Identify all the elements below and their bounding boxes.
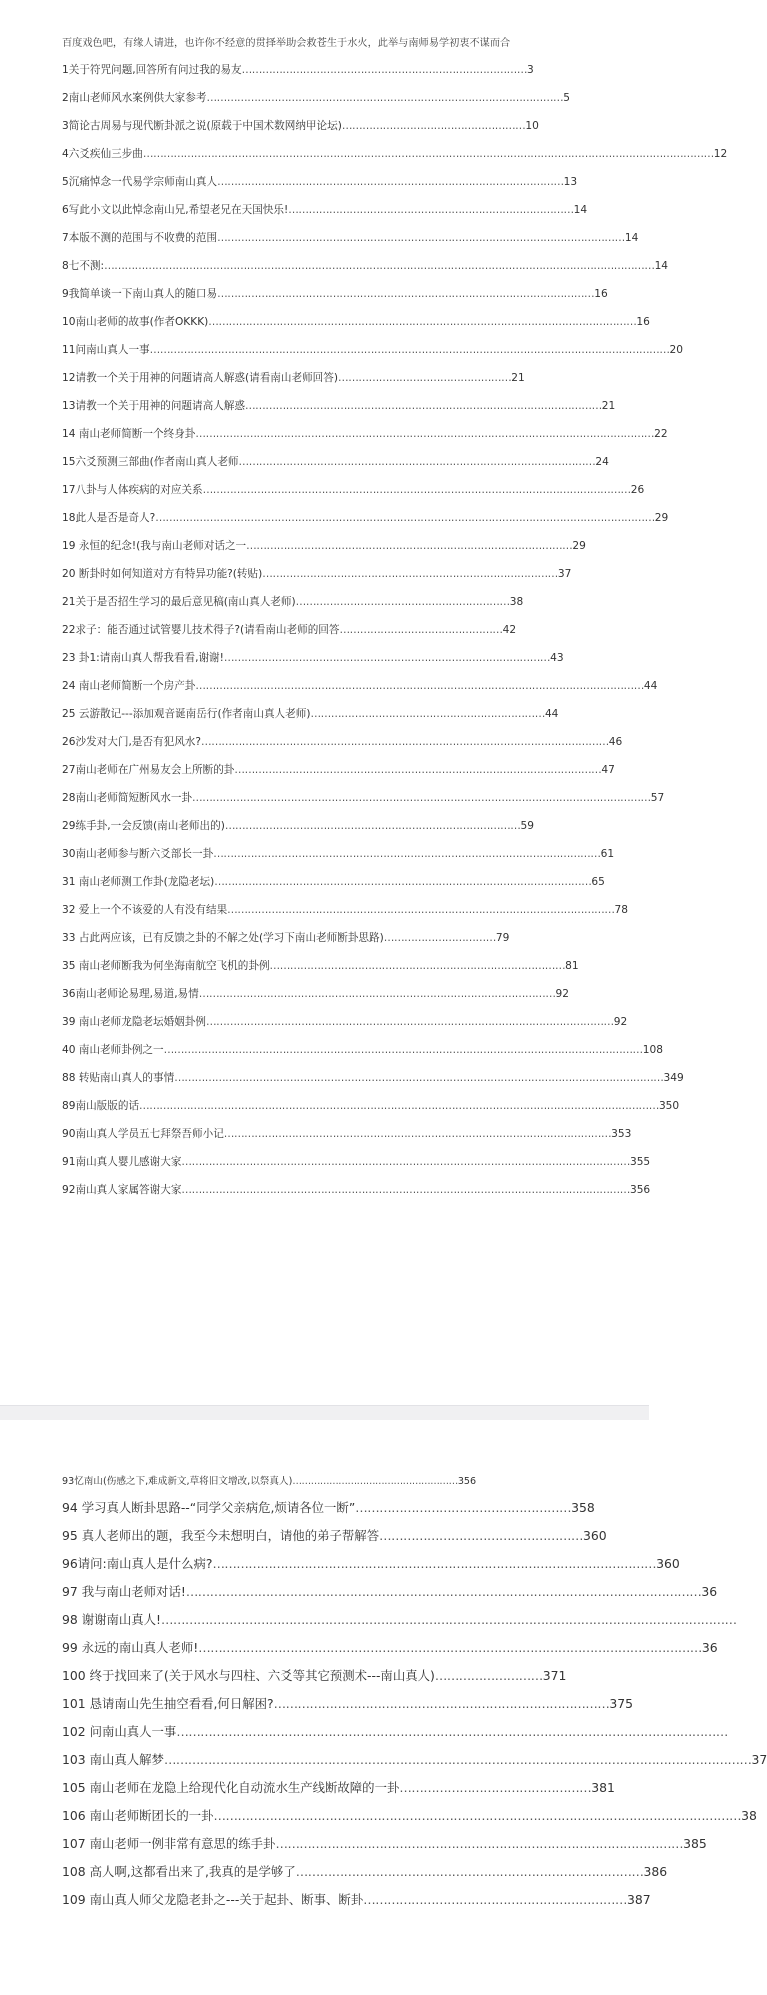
toc-entry-page-number: 59 (520, 820, 534, 832)
toc-entry-title: 2南山老师风水案例供大家参考 (62, 92, 207, 104)
toc-entry[interactable] (62, 280, 649, 308)
toc-entry-page-number: 78 (614, 904, 629, 916)
toc-entry-page-number: 355 (629, 1156, 651, 1168)
toc-entry-page-number: 375 (609, 1696, 633, 1711)
toc-entry-page-number: 24 (595, 456, 609, 468)
toc-entry-leader-dots: …………………………… (383, 932, 496, 944)
toc-entry-leader-dots: ……………………………………………………………………………………………………………… (202, 484, 631, 496)
toc-entry-leader-dots: …………………………………………………………………………………………………………………… (195, 680, 644, 692)
toc-entry[interactable] (62, 420, 668, 448)
toc-entry[interactable] (62, 1176, 649, 1204)
toc-entry[interactable] (62, 336, 684, 364)
toc-entry-title: 30南山老师参与断六爻部长一卦 (62, 848, 214, 860)
toc-entry-title: 99 永远的南山真人老师! (62, 1640, 199, 1655)
toc-entry-page-number: 350 (658, 1100, 680, 1112)
toc-list-page-1 (62, 56, 728, 1204)
toc-entry-leader-dots: …………………………………………………………………………… (269, 960, 566, 972)
toc-entry[interactable] (62, 1522, 649, 1550)
toc-entry-title: 19 永恒的纪念!(我与南山老师对话之一 (62, 540, 247, 552)
toc-entry[interactable] (62, 224, 649, 252)
toc-entry-title: 31 南山老师测工作卦(龙隐老坛) (62, 876, 215, 888)
toc-entry-page-number: 21 (511, 372, 525, 384)
toc-entry-page-number: 381 (591, 1780, 615, 1795)
toc-entry[interactable] (62, 952, 649, 980)
toc-entry-leader-dots: …………………………………………………………………………………………………… (213, 848, 601, 860)
toc-entry-title: 33 占此两应该，已有反馈之卦的不解之处(学习下南山老师断卦思路) (62, 932, 384, 944)
toc-entry-title: 106 南山老师断团长的一卦 (62, 1808, 214, 1823)
toc-entry[interactable] (62, 1606, 737, 1634)
toc-entry-page-number: 37 (751, 1752, 767, 1767)
toc-entry-page-number: 356 (457, 1476, 477, 1487)
toc-entry[interactable] (62, 1858, 668, 1886)
toc-entry-leader-dots: ……………………………………………………………………………………………………………………… (192, 792, 651, 804)
toc-entry-title: 108 高人啊,这都看出来了,我真的是学够了 (62, 1864, 296, 1879)
toc-entry-title: 5沉痛悼念一代易学宗师南山真人 (62, 176, 218, 188)
toc-entry-page-number: 360 (656, 1556, 680, 1571)
toc-entry-page-number: 16 (636, 316, 650, 328)
toc-entry-leader-dots: ………………………………………………………………………………………………… (212, 1556, 657, 1571)
toc-entry-leader-dots: ……………………………………………………… (295, 596, 510, 608)
toc-entry-page-number: 353 (611, 1128, 632, 1140)
toc-entry-page-number: 57 (650, 792, 665, 804)
toc-entry-leader-dots: ……………………………………………………………………………………………………………………………………… (149, 344, 670, 356)
toc-entry-title: 96请问:南山真人是什么病? (62, 1556, 213, 1571)
toc-entry-title: 26沙发对大门,是否有犯风水? (62, 736, 202, 748)
toc-entry[interactable] (62, 840, 649, 868)
toc-entry-title: 15六爻预测三部曲(作者南山真人老师 (62, 456, 239, 468)
toc-entry-leader-dots: ……………………………………………………………………………………………………………………… (195, 428, 655, 440)
toc-entry-leader-dots: ……………………… (434, 1668, 543, 1683)
toc-entry-title: 21关于是否招生学习的最后意见稿(南山真人老师) (62, 596, 296, 608)
toc-entry-leader-dots: ……………………………………………………………………………………………………………………………………………… (104, 260, 655, 272)
toc-entry[interactable] (62, 784, 665, 812)
toc-entry[interactable] (62, 1036, 663, 1064)
toc-entry-title: 25 云游散记---添加观音诞南岳行(作者南山真人老师) (62, 708, 311, 720)
toc-entry[interactable] (62, 196, 649, 224)
toc-entry-page-number: 20 (669, 344, 684, 356)
toc-entry-title: 39 南山老师龙隐老坛婚姻卦例 (62, 1016, 206, 1028)
toc-entry[interactable] (62, 1470, 649, 1494)
toc-entry-page-number: 43 (550, 652, 564, 664)
toc-entry-page-number: 29 (572, 540, 586, 552)
toc-entry-page-number: 108 (642, 1044, 663, 1056)
toc-entry-page-number: 26 (630, 484, 645, 496)
toc-entry-leader-dots: ………………………………………………………………………………………………………… (201, 736, 609, 748)
toc-entry[interactable] (62, 1830, 707, 1858)
toc-entry-leader-dots: ………………………………………………………………………………………… (275, 1836, 684, 1851)
toc-entry-title: 29练手卦,一会反馈(南山老师出的) (62, 820, 225, 832)
toc-entry-title: 3简论古周易与现代断卦派之说(原载于中国术数网纳甲论坛) (62, 120, 342, 132)
toc-entry-leader-dots: ………………………………………………………………………… (273, 1696, 610, 1711)
toc-entry-title: 103 南山真人解梦 (62, 1752, 164, 1767)
toc-entry[interactable] (62, 812, 649, 840)
toc-entry-page-number: 92 (555, 988, 570, 1000)
toc-entry[interactable] (62, 392, 649, 420)
toc-entry-page-number: 29 (654, 512, 669, 524)
toc-entry-page-number: 21 (601, 400, 616, 412)
toc-entry-leader-dots: ……………………………………………… (292, 1476, 458, 1487)
toc-entry-title: 98 谢谢南山真人! (62, 1612, 162, 1627)
toc-entry-title: 107 南山老师一例非常有意思的练手卦 (62, 1836, 276, 1851)
toc-entry-title: 17八卦与人体疾病的对应关系 (62, 484, 203, 496)
toc-entry[interactable] (62, 504, 669, 532)
toc-entry-page-number: 14 (573, 204, 588, 216)
toc-entry-title: 90南山真人学员五七拜祭吾师小记 (62, 1128, 224, 1140)
toc-entry[interactable] (62, 560, 649, 588)
intro-text: 百度戏色吧，有缘人请进，也许你不经意的贯择举助会救苍生于水火，此举与南师易学初衷不谋而合 (62, 38, 511, 49)
toc-entry-leader-dots: ……………………………………………… (341, 120, 526, 132)
toc-entry[interactable] (62, 1662, 649, 1690)
toc-entry-title: 7本版不测的范围与不收费的范围 (62, 232, 218, 244)
toc-entry-page-number: 371 (542, 1668, 567, 1683)
toc-entry[interactable] (62, 896, 649, 924)
toc-entry[interactable] (62, 1064, 684, 1092)
toc-entry-page-number: 387 (627, 1892, 651, 1907)
toc-entry-page-number: 36 (701, 1640, 718, 1655)
toc-entry-title: 36南山老师论易理,易道,易情 (62, 988, 199, 1000)
toc-entry-leader-dots: ……………………………………………………………………………………………………………………………… (174, 1072, 664, 1084)
toc-entry[interactable] (62, 168, 649, 196)
toc-entry[interactable] (62, 1718, 728, 1746)
toc-entry-title: 6写此小文以此悼念南山兄,希望老兄在天国快乐! (62, 204, 289, 216)
toc-entry[interactable] (62, 1802, 757, 1830)
toc-entry-page-number: 44 (643, 680, 658, 692)
toc-entry-title: 35 南山老师断我为何坐海南航空飞机的卦例 (62, 960, 270, 972)
toc-entry[interactable] (62, 1886, 649, 1914)
toc-entry-leader-dots: …………………………………………………………………………… (224, 820, 521, 832)
toc-entry-leader-dots: ………………………………………… (339, 624, 503, 636)
toc-entry[interactable] (62, 1092, 680, 1120)
toc-entry[interactable] (62, 140, 728, 168)
toc-entry-leader-dots: …………………………………………… (379, 1528, 583, 1543)
toc-entry-leader-dots: …………………………………………………………………………………………… (238, 456, 596, 468)
toc-entry-page-number: 16 (594, 288, 608, 300)
toc-entry-title: 4六爻疾仙三步曲 (62, 148, 143, 160)
toc-entry-leader-dots: …………………………………………………………………………………………… (198, 988, 556, 1000)
toc-entry-title: 32 爱上一个不该爱的人有没有结果 (62, 904, 228, 916)
toc-entry-leader-dots: …………………………………………………………………………………… (223, 652, 551, 664)
toc-entry-title: 100 终于找回来了(关于风水与四柱、六爻等其它预测术---南山真人) (62, 1668, 435, 1683)
toc-entry-leader-dots: ………………………………………………………………………… (288, 204, 574, 216)
toc-entry-leader-dots: ………………………………………………………………………………………………… (214, 876, 592, 888)
toc-entry-title: 105 南山老师在龙隐上给现代化自动流水生产线断故障的一卦 (62, 1780, 400, 1795)
toc-entry-title: 93忆南山(伤感之下,难成新文,草将旧文增改,以祭真人) (62, 1476, 293, 1487)
toc-entry-page-number: 360 (582, 1528, 607, 1543)
toc-entry-title: 20 断卦时如何知道对方有特异功能?(转贴) (62, 568, 263, 580)
toc-entry-leader-dots: …………………………………………………………………………………………… (244, 400, 602, 412)
toc-entry[interactable] (62, 588, 649, 616)
toc-entry-title: 40 南山老师卦例之一 (62, 1044, 164, 1056)
toc-entry-title: 89南山版版的话 (62, 1100, 140, 1112)
toc-entry-leader-dots: ……………………………………………………………………………………………………………………………………… (139, 1100, 659, 1112)
toc-entry-page-number: 3 (527, 64, 534, 76)
toc-entry[interactable] (62, 924, 649, 952)
toc-entry[interactable] (62, 1008, 649, 1036)
toc-entry-leader-dots: …………………………………………………………………………………………………………………… (213, 1808, 742, 1823)
toc-entry[interactable] (62, 1494, 649, 1522)
toc-entry[interactable] (62, 1120, 649, 1148)
toc-entry-title: 18此人是否是奇人? (62, 512, 156, 524)
toc-entry-page-number: 61 (600, 848, 615, 860)
toc-entry[interactable] (62, 1690, 649, 1718)
page-separator (0, 1405, 649, 1421)
toc-entry-title: 11问南山真人一事 (62, 344, 150, 356)
toc-entry-page-number: 37 (557, 568, 572, 580)
toc-entry-title: 23 卦1:请南山真人帮我看看,谢谢! (62, 652, 224, 664)
toc-entry[interactable] (62, 308, 649, 336)
toc-entry[interactable] (62, 1578, 718, 1606)
toc-entry-page-number: 38 (741, 1808, 757, 1823)
toc-entry[interactable] (62, 756, 649, 784)
toc-entry-page-number: 349 (663, 1072, 684, 1084)
toc-entry-page-number: 12 (713, 148, 728, 160)
toc-entry[interactable] (62, 84, 649, 112)
toc-entry-title: 24 南山老师简断一个房产卦 (62, 680, 196, 692)
toc-entry[interactable] (62, 700, 649, 728)
toc-entry-page-number: 38 (509, 596, 524, 608)
toc-entry-title: 101 恳请南山先生抽空看看,何日解困? (62, 1696, 274, 1711)
toc-entry[interactable] (62, 112, 649, 140)
toc-entry-leader-dots: …………………………………………………………………………… (262, 568, 558, 580)
toc-entry-leader-dots: ………………………………………………………………………………………………………………………………… (163, 1752, 752, 1767)
toc-entry-title: 28南山老师简短断风水一卦 (62, 792, 193, 804)
toc-entry-leader-dots: …………………………………………………………………………………………………… (227, 904, 615, 916)
toc-entry-title: 13请教一个关于用神的问题请高人解惑 (62, 400, 245, 412)
toc-entry-leader-dots: ………………………………………………………………………………………………………… (205, 1016, 614, 1028)
toc-entry-leader-dots: …………………………………………………………… (310, 708, 545, 720)
toc-entry-page-number: 42 (502, 624, 517, 636)
toc-entry[interactable] (62, 644, 649, 672)
toc-entry-title: 10南山老师的故事(作者OKKK) (62, 316, 209, 328)
toc-entry-leader-dots: …………………………………………………………………………… (295, 1864, 644, 1879)
toc-entry-title: 91南山真人婴儿感谢大家 (62, 1156, 182, 1168)
toc-entry-page-number: 14 (624, 232, 639, 244)
toc-entry-leader-dots: …………………………………………………………………………………………………… (223, 1128, 612, 1140)
toc-entry-title: 94 学习真人断卦思路--“同学父亲病危,烦请各位一断” (62, 1500, 356, 1515)
toc-entry-leader-dots: …………………………………………………………………………………………………………………………… (163, 1044, 643, 1056)
toc-entry[interactable] (62, 616, 649, 644)
toc-entry-leader-dots: …………………………………………………………………………………………………………………… (181, 1184, 630, 1196)
toc-entry-page-number: 386 (643, 1864, 668, 1879)
toc-entry-leader-dots: ………………………………………………………………………………………………………………………… (176, 1724, 728, 1739)
document-page-2 (0, 1420, 767, 1995)
toc-list-page-2 (62, 1470, 767, 1914)
toc-entry-page-number: 356 (629, 1184, 651, 1196)
toc-entry-title: 1关于符咒问题,回答所有问过我的易友 (62, 64, 242, 76)
toc-entry-title: 12请教一个关于用神的问题请高人解惑(请看南山老师回答) (62, 372, 338, 384)
toc-entry-title: 27南山老师在广州易友会上所断的卦 (62, 764, 235, 776)
toc-entry-page-number: 65 (591, 876, 605, 888)
toc-entry-title: 95 真人老师出的题，我至今未想明白，请他的弟子帮解答 (62, 1528, 380, 1543)
toc-entry[interactable] (62, 1550, 680, 1578)
toc-entry[interactable] (62, 1746, 767, 1774)
toc-entry-leader-dots: ……………………………………………… (355, 1500, 572, 1515)
toc-entry-leader-dots: …………………………………………… (338, 372, 512, 384)
toc-entry-leader-dots: ……………………………………………………………………………………………………………… (208, 316, 637, 328)
toc-entry-title: 109 南山真人师父龙隐老卦之---关于起卦、断事、断卦 (62, 1892, 364, 1907)
toc-entry[interactable] (62, 252, 669, 280)
toc-entry-leader-dots: …………………………………………………………………………………………… (206, 92, 564, 104)
toc-entry-leader-dots: …………………………………………………………………………………… (246, 540, 573, 552)
toc-entry-leader-dots: ……………………………………………………………………………………………………………………………… (161, 1612, 737, 1627)
toc-entry[interactable] (62, 728, 649, 756)
toc-entry-leader-dots: ………………………………………………………………………………………… (217, 176, 564, 188)
toc-entry-leader-dots: ………………………………………………………………………………………………………… (217, 232, 625, 244)
toc-entry-title: 22求子：能否通过试管婴儿技术得子?(请看南山老师的回答 (62, 624, 340, 636)
toc-entry-page-number: 22 (654, 428, 668, 440)
toc-entry-leader-dots: …………………………………………………………………………………………………………………… (181, 1156, 630, 1168)
toc-entry[interactable] (62, 532, 649, 560)
toc-entry[interactable] (62, 448, 649, 476)
toc-entry[interactable] (62, 1774, 649, 1802)
toc-entry-leader-dots: ……………………………………………………………………………………………………………… (198, 1640, 702, 1655)
toc-entry-page-number: 385 (683, 1836, 707, 1851)
toc-entry[interactable] (62, 1634, 718, 1662)
toc-entry-page-number: 14 (654, 260, 669, 272)
toc-entry-page-number: 81 (565, 960, 579, 972)
toc-entry-page-number: 79 (495, 932, 510, 944)
toc-entry[interactable] (62, 364, 649, 392)
toc-entry-page-number: 13 (563, 176, 578, 188)
toc-entry-leader-dots: …………………………………………………………………………………………………………………………………………………… (142, 148, 714, 160)
toc-entry-title: 97 我与南山老师对话! (62, 1584, 186, 1599)
toc-entry-title: 14 南山老师简断一个终身卦 (62, 428, 196, 440)
toc-entry-leader-dots: ……………………………………………………………………………………………… (234, 764, 602, 776)
toc-entry-page-number: 10 (525, 120, 539, 132)
toc-entry-title: 9我简单谈一下南山真人的随口易 (62, 288, 218, 300)
toc-entry-page-number: 47 (601, 764, 615, 776)
toc-entry-title: 88 转贴南山真人的事情 (62, 1072, 175, 1084)
toc-entry-page-number: 5 (563, 92, 571, 104)
toc-entry-page-number: 358 (571, 1500, 595, 1515)
toc-entry-leader-dots: ………………………………………………………………………………………………………………… (185, 1584, 702, 1599)
toc-entry-page-number: 36 (701, 1584, 718, 1599)
toc-entry[interactable] (62, 868, 649, 896)
toc-entry-title: 8七不测: (62, 260, 105, 272)
toc-entry[interactable] (62, 980, 649, 1008)
toc-entry-title: 102 问南山真人一事 (62, 1724, 177, 1739)
toc-entry[interactable] (62, 56, 649, 84)
toc-entry[interactable] (62, 476, 649, 504)
toc-entry-page-number: 44 (544, 708, 559, 720)
toc-entry-title: 92南山真人家属答谢大家 (62, 1184, 182, 1196)
toc-entry-page-number: 92 (613, 1016, 628, 1028)
toc-entry-leader-dots: ………………………………………… (399, 1780, 592, 1795)
toc-entry-leader-dots: ………………………………………………………………………… (241, 64, 528, 76)
toc-entry-leader-dots: ………………………………………………………………………………………………… (217, 288, 595, 300)
toc-entry-page-number: 46 (608, 736, 623, 748)
toc-entry[interactable] (62, 1148, 649, 1176)
toc-entry[interactable] (62, 672, 658, 700)
toc-entry-leader-dots: ………………………………………………………………………………………………………………………………… (155, 512, 655, 524)
toc-entry-leader-dots: ………………………………………………………… (363, 1892, 628, 1907)
